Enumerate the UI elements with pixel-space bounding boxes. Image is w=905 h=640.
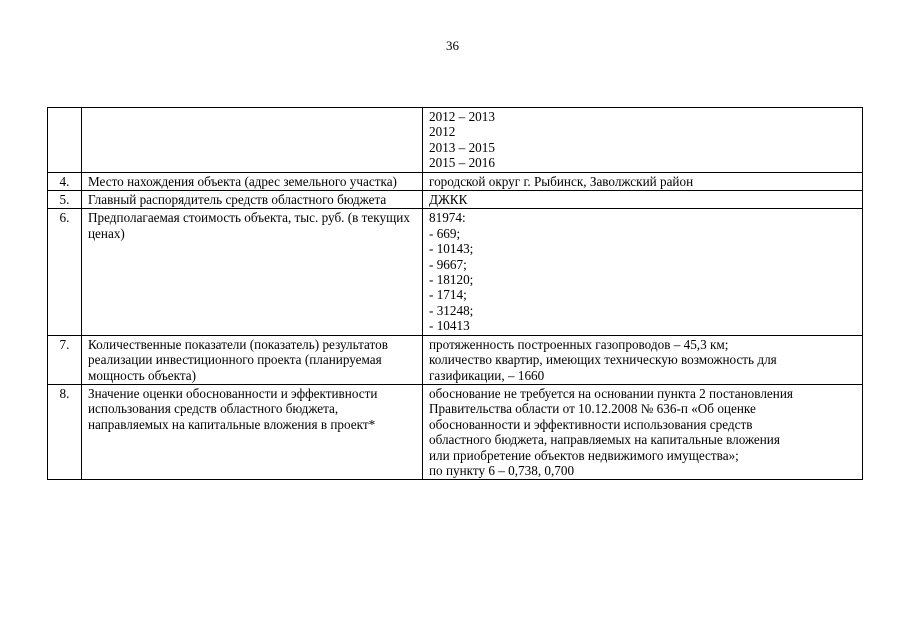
row-label: Предполагаемая стоимость объекта, тыс. руб. (в текущих ценах)	[82, 209, 423, 335]
value-line: количество квартир, имеющих техническую возможность для	[429, 352, 777, 368]
row-label: Главный распорядитель средств областного бюджета	[82, 191, 423, 209]
value-line: областного бюджета, направляемых на капитальные вложения	[429, 432, 780, 448]
table-row-cost	[48, 209, 863, 335]
row-value	[423, 335, 863, 384]
row-number: 5.	[48, 191, 82, 209]
value-line: 2012	[429, 124, 456, 140]
value-line: - 1714;	[429, 287, 467, 303]
value-line: газификации, – 1660	[429, 367, 545, 383]
value-line: по пункту 6 – 0,738, 0,700	[429, 462, 575, 478]
value-line: обоснованности и эффективности использования средств	[429, 416, 753, 432]
table-row-evaluation	[48, 384, 863, 479]
value-line: или приобретение объектов недвижимого имущества»;	[429, 447, 739, 463]
table-row-location	[48, 172, 863, 190]
value-line: - 10143;	[429, 241, 474, 257]
value-line: - 31248;	[429, 302, 474, 318]
value-line: 81974:	[429, 210, 466, 226]
row-value	[423, 209, 863, 335]
value-line: - 10413	[429, 318, 470, 334]
row-number: 7.	[48, 335, 82, 384]
row-value	[423, 384, 863, 479]
row-number	[48, 108, 82, 173]
row-number: 8.	[48, 384, 82, 479]
row-label: Значение оценки обоснованности и эффективности использования средств областного бюджета, направляемых на капитальные вложения в проект*	[82, 384, 423, 479]
table-row-manager	[48, 191, 863, 209]
value-line: 2013 – 2015	[429, 139, 495, 155]
value-line: 2012 – 2013	[429, 109, 495, 124]
value-line: ДЖКК	[429, 192, 468, 208]
value-line: протяженность построенных газопроводов – 45,3 км;	[429, 336, 729, 352]
value-line: - 9667;	[429, 256, 467, 272]
row-label: Место нахождения объекта (адрес земельного участка)	[82, 172, 423, 190]
row-number: 6.	[48, 209, 82, 335]
row-value	[423, 108, 863, 173]
passport-table	[47, 107, 863, 480]
row-label: Количественные показатели (показатель) результатов реализации инвестиционного проекта (планируемая мощность объекта)	[82, 335, 423, 384]
table-row-indicators	[48, 335, 863, 384]
row-label	[82, 108, 423, 173]
value-line: обоснование не требуется на основании пункта 2 постановления	[429, 385, 793, 401]
value-line: Правительства области от 10.12.2008 № 636-п «Об оценке	[429, 401, 756, 417]
table-row-dates	[48, 108, 863, 173]
row-value	[423, 191, 863, 209]
value-line: - 18120;	[429, 272, 474, 288]
value-line: - 669;	[429, 225, 461, 241]
value-line: 2015 – 2016	[429, 155, 495, 171]
value-line: городской округ г. Рыбинск, Заволжский район	[429, 173, 694, 189]
row-value	[423, 172, 863, 190]
row-number: 4.	[48, 172, 82, 190]
page-number: 36	[446, 38, 459, 53]
